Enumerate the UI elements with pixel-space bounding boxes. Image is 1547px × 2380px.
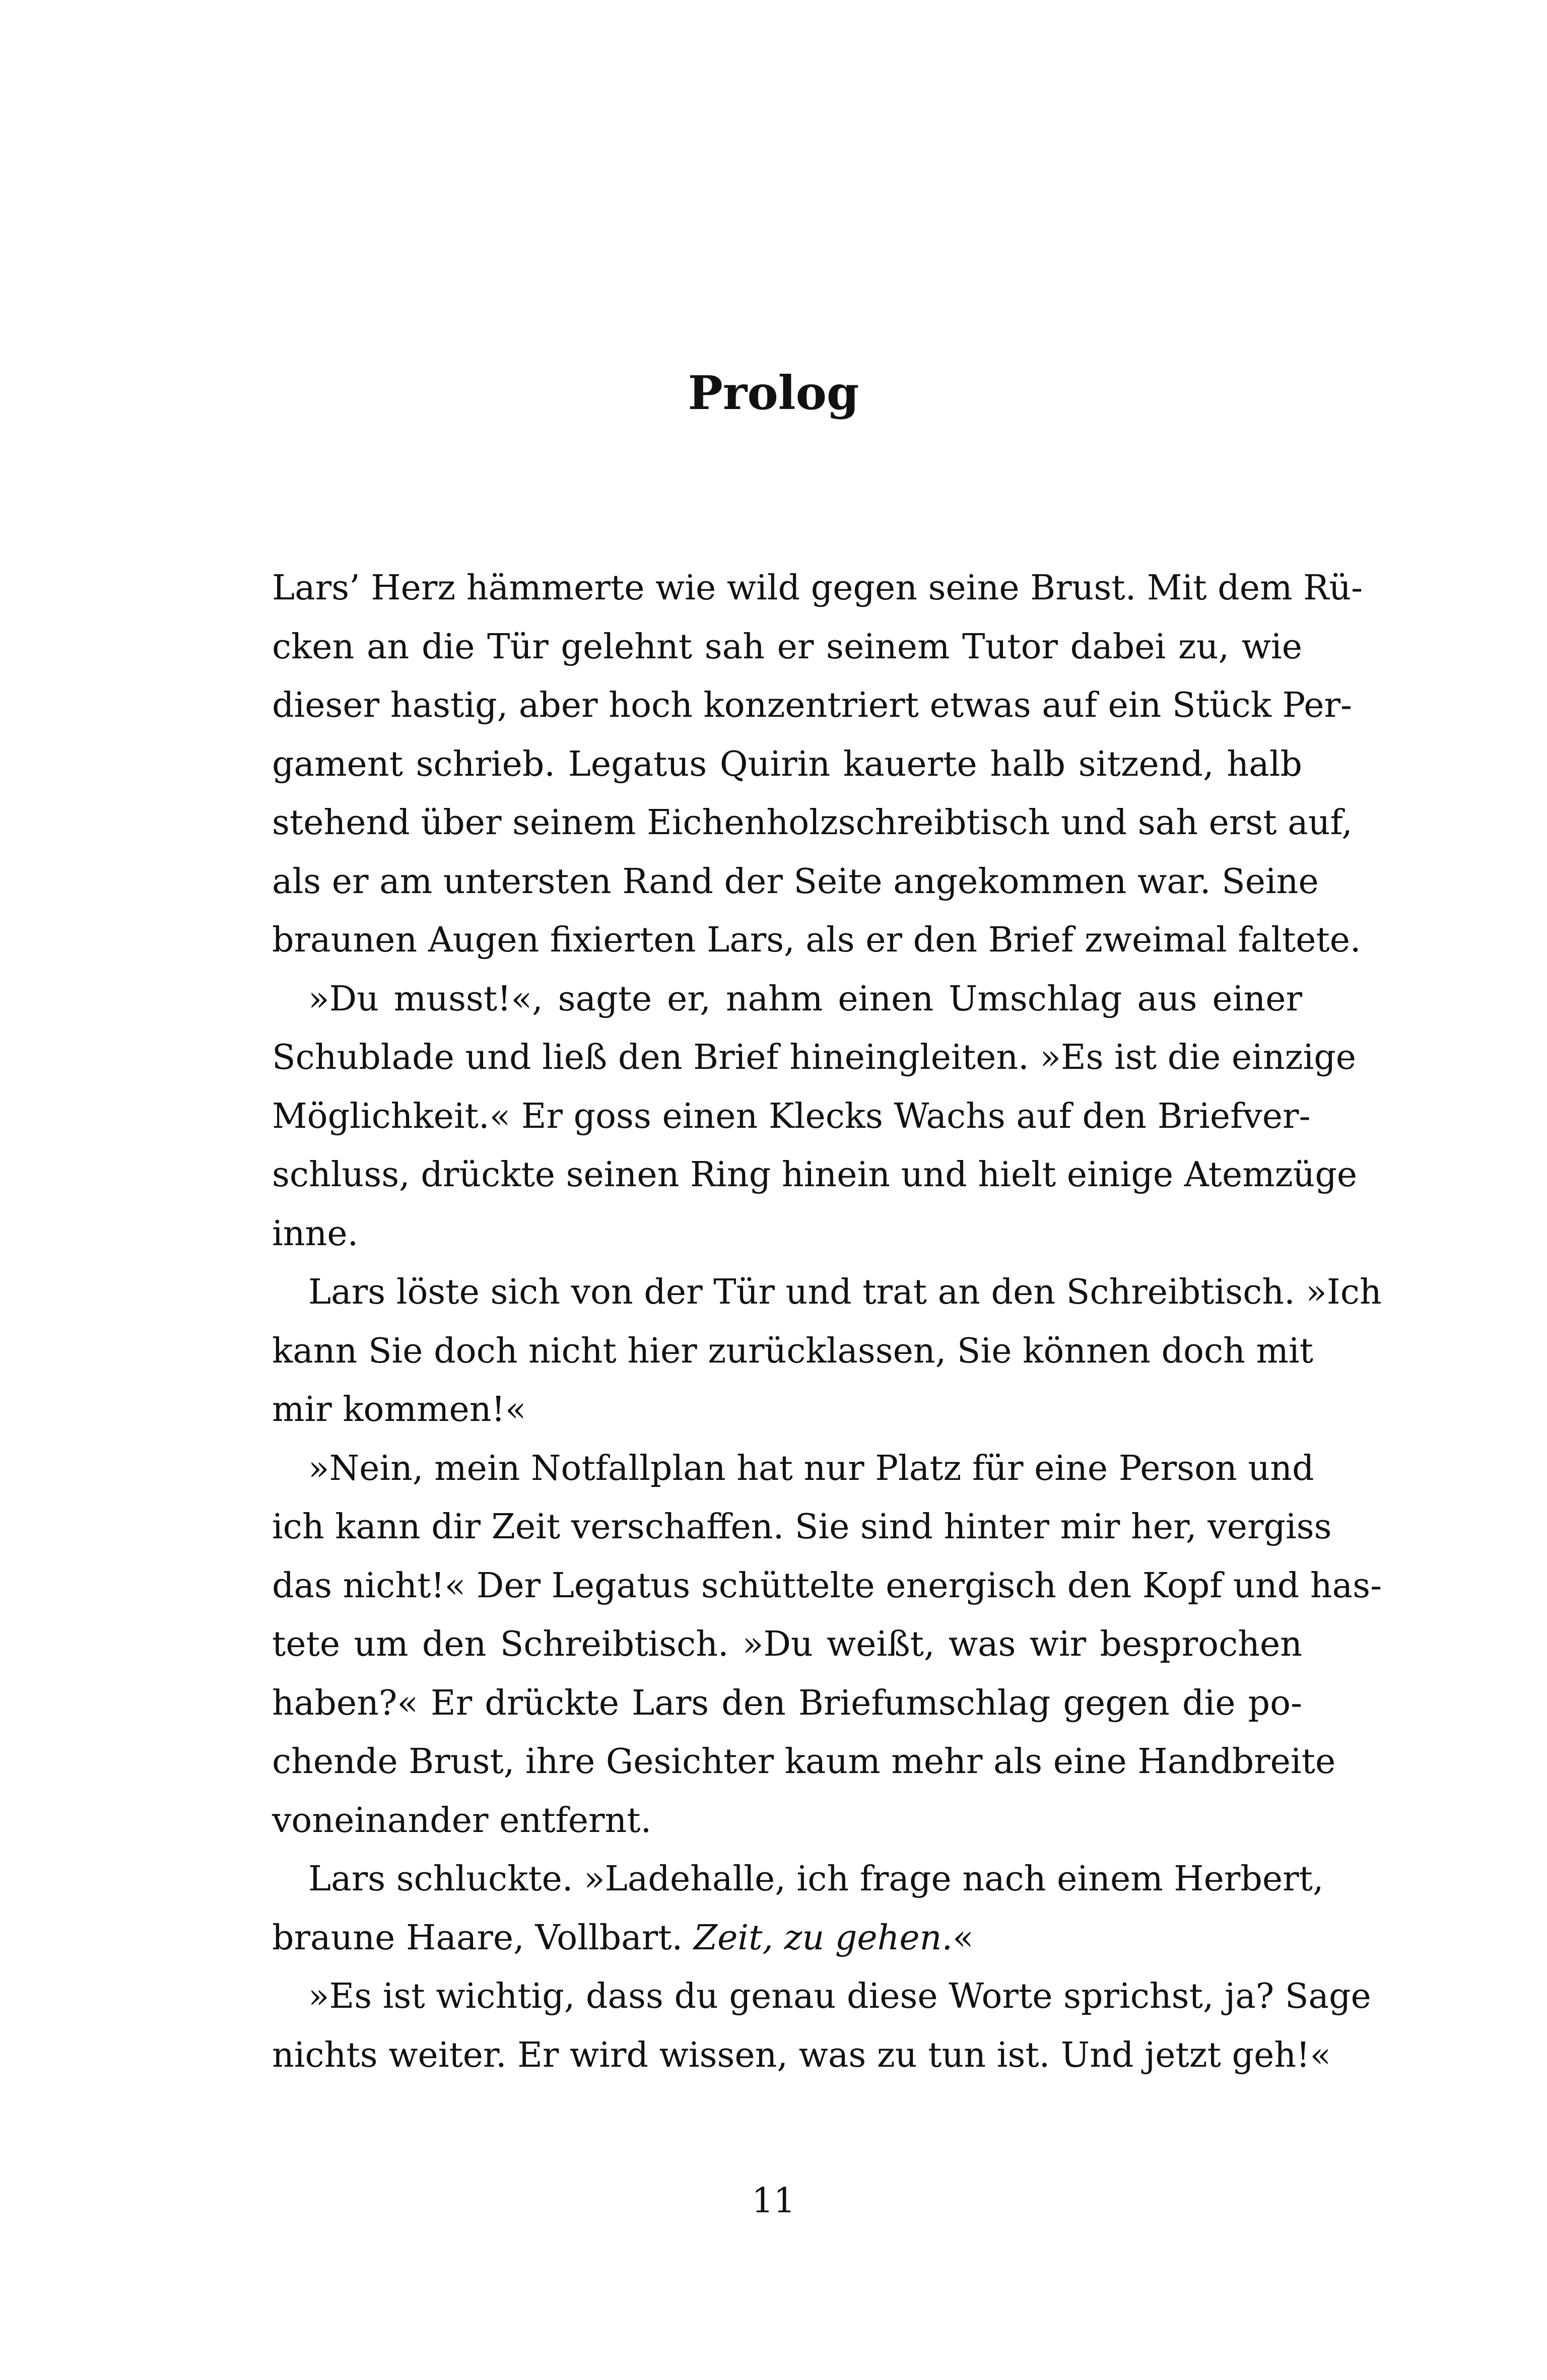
text-line: kann Sie doch nicht hier zurücklassen, Sie können doch mit [272, 1331, 1314, 1371]
text-line: dieser hastig, aber hoch konzentriert etwas auf ein Stück Per- [272, 686, 1352, 725]
text-segment: « [953, 1918, 974, 1958]
text-line: Möglichkeit.« Er goss einen Klecks Wachs auf den Briefver- [272, 1096, 1311, 1136]
text-line: chende Brust, ihre Gesichter kaum mehr als eine Handbreite [272, 1742, 1336, 1782]
text-line: Lars schluckte. »Ladehalle, ich frage nach einem Herbert, [308, 1859, 1324, 1899]
text-line: mir kommen!« [272, 1390, 526, 1430]
text-line: Schublade und ließ den Brief hineingleiten. »Es ist die einzige [272, 1038, 1356, 1077]
text-line: braunen Augen fixierten Lars, als er den Brief zweimal faltete. [272, 920, 1361, 960]
text-line: schluss, drückte seinen Ring hinein und hielt einige Atemzüge [272, 1155, 1358, 1195]
text-line [272, 1909, 1302, 1968]
text-line: »Du musst!«, sagte er, nahm einen Umschlag aus einer [308, 979, 1302, 1019]
text-line: »Nein, mein Notfallplan hat nur Platz für eine Person und [308, 1448, 1314, 1488]
text-line: ich kann dir Zeit verschaffen. Sie sind hinter mir her, vergiss [272, 1507, 1332, 1547]
text-line: das nicht!« Der Legatus schüttelte energisch den Kopf und has- [272, 1566, 1382, 1606]
text-line: tete um den Schreibtisch. »Du weißt, was wir besprochen [272, 1624, 1302, 1664]
text-line: Lars’ Herz hämmerte wie wild gegen seine Brust. Mit dem Rü- [272, 568, 1363, 608]
text-line: Lars löste sich von der Tür und trat an den Schreibtisch. »Ich [308, 1272, 1382, 1312]
body-text [272, 559, 1382, 2085]
text-line: haben?« Er drückte Lars den Briefumschlag gegen die po- [272, 1683, 1302, 1723]
text-line: nichts weiter. Er wird wissen, was zu tun ist. Und jetzt geh!« [272, 2035, 1331, 2075]
text-line: gament schrieb. Legatus Quirin kauerte halb sitzend, halb [272, 744, 1302, 784]
text-line: stehend über seinem Eichenholzschreibtisch und sah erst auf, [272, 803, 1353, 843]
italic-text-segment: Zeit, zu gehen. [693, 1918, 953, 1958]
chapter-title: Prolog [688, 366, 859, 420]
text-line: »Es ist wichtig, dass du genau diese Worte sprichst, ja? Sage [308, 1977, 1371, 2016]
text-line: als er am untersten Rand der Seite angekommen war. Seine [272, 861, 1319, 902]
text-line: inne. [272, 1213, 359, 1254]
page-number: 11 [752, 2181, 795, 2221]
text-line: cken an die Tür gelehnt sah er seinem Tutor dabei zu, wie [272, 627, 1302, 667]
text-segment: braune Haare, Vollbart. [272, 1918, 694, 1958]
text-line: voneinander entfernt. [272, 1800, 652, 1841]
